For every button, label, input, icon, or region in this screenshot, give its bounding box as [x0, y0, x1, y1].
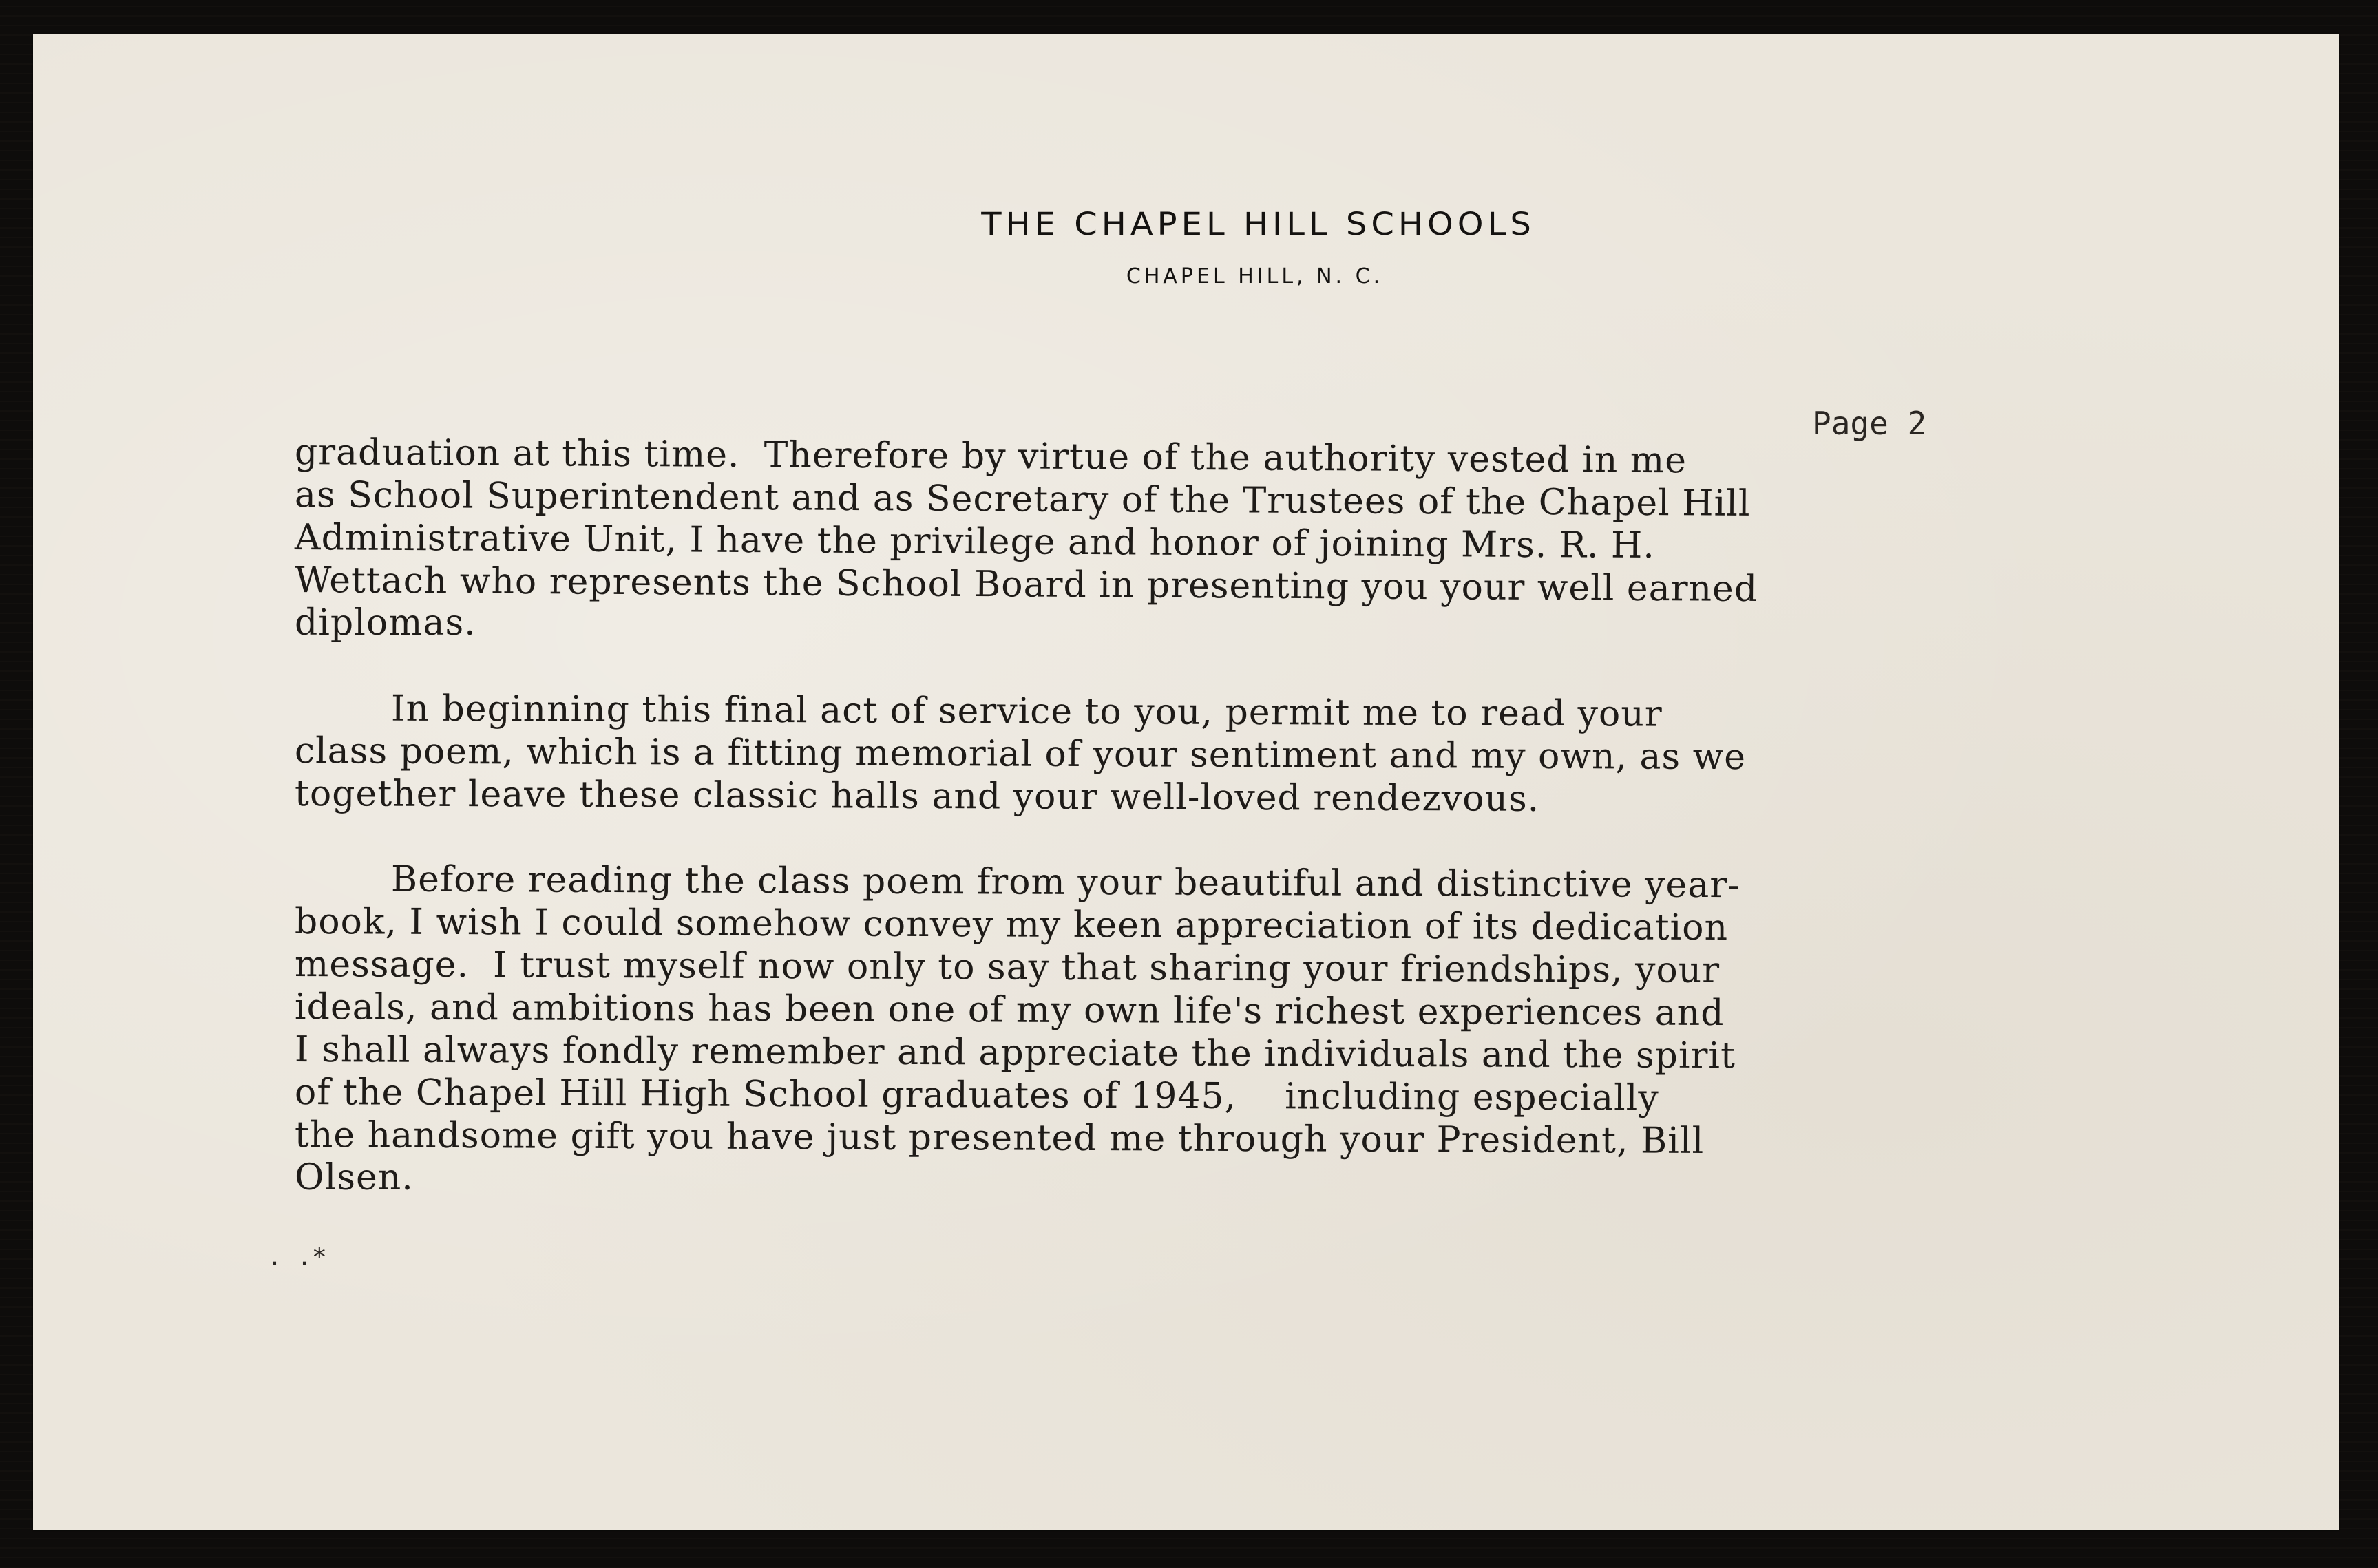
letterhead	[33, 205, 2339, 288]
text-line: Before reading the class poem from your beautiful and distinctive year-	[390, 858, 1740, 907]
text-line: graduation at this time. Therefore by virtue of the authority vested in me	[294, 432, 1687, 482]
text-line: class poem, which is a fitting memorial of your sentiment and my own, as we	[294, 730, 1747, 778]
text-line: message. I trust myself now only to say that sharing your friendships, your	[294, 944, 1721, 992]
margin-mark: . .*	[267, 1243, 327, 1271]
paragraph-3	[295, 858, 2057, 1199]
text-line: Administrative Unit, I have the privilege and honor of joining Mrs. R. H.	[294, 517, 1656, 567]
text-line: as School Superintendent and as Secretary of the Trustees of the Chapel Hill	[294, 474, 1751, 525]
paragraph-2	[294, 687, 2057, 820]
text-line: book, I wish I could somehow convey my keen appreciation of its dedication	[294, 901, 1729, 949]
letterhead-title: THE CHAPEL HILL SCHOOLS	[981, 206, 1535, 243]
text-line: Olsen.	[295, 1157, 414, 1198]
text-line: the handsome gift you have just presented me through your President, Bill	[294, 1114, 1705, 1162]
letter-body	[295, 431, 2057, 1199]
text-line: together leave these classic halls and your well-loved rendezvous.	[294, 773, 1540, 820]
text-line: I shall always fondly remember and appreciate the individuals and the spirit	[294, 1029, 1736, 1077]
paragraph-1	[295, 431, 2057, 644]
text-line: Wettach who represents the School Board in presenting you your well earned	[294, 560, 1758, 610]
text-line: of the Chapel Hill High School graduates of 1945, including especially	[294, 1072, 1659, 1119]
letterhead-location: CHAPEL HILL, N. C.	[1126, 264, 1384, 288]
page-number: Page 2	[1812, 405, 1927, 442]
text-line: diplomas.	[295, 602, 476, 644]
text-line: ideals, and ambitions has been one of my own life's richest experiences and	[294, 986, 1725, 1035]
text-line: In beginning this final act of service to you, permit me to read your	[390, 688, 1663, 735]
